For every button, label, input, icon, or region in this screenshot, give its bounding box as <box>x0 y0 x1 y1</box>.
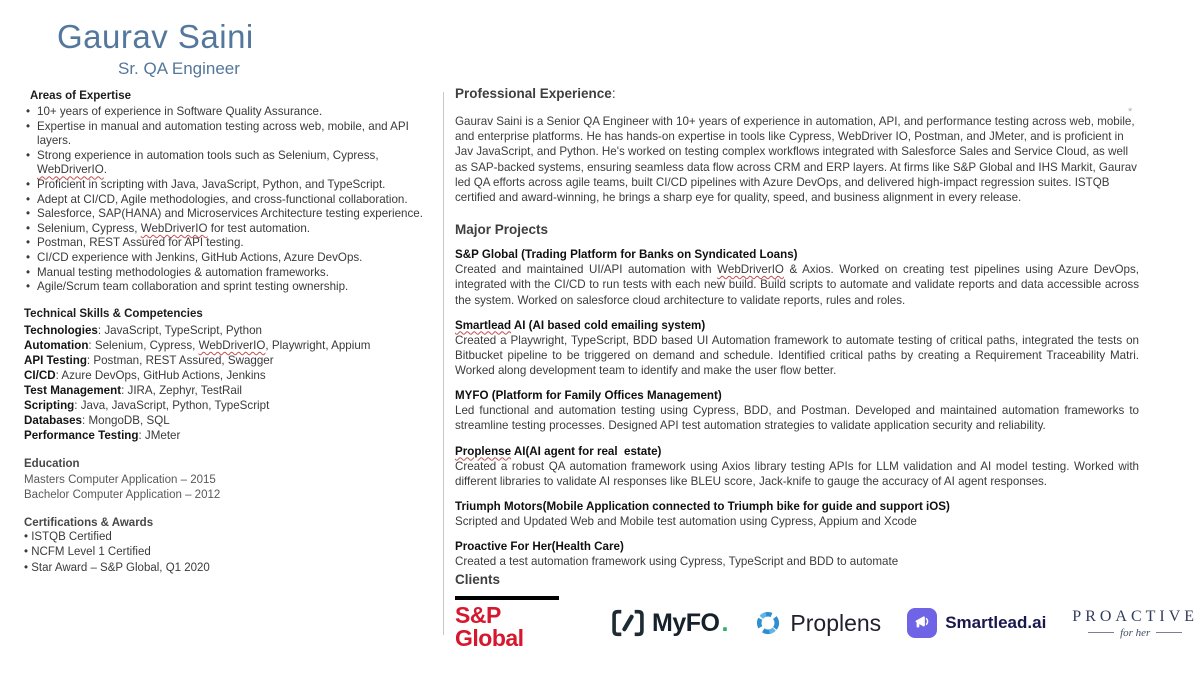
skill-row <box>24 338 436 353</box>
skill-separator: : <box>74 399 81 413</box>
expertise-text: Postman, REST Assured for API testing. <box>37 236 244 250</box>
expertise-item <box>24 266 436 281</box>
project-description <box>455 262 1139 308</box>
project-title-text: AI(AI agent for real estate) <box>511 444 662 458</box>
expertise-item <box>24 251 436 266</box>
myfo-wordmark: MyFO <box>652 608 720 637</box>
project-proactive <box>455 540 1139 569</box>
skill-row <box>24 413 436 428</box>
expertise-item <box>24 149 436 178</box>
expertise-item <box>24 120 436 149</box>
experience-heading-text: Professional Experience <box>455 86 612 101</box>
left-column <box>24 90 436 576</box>
expertise-text: Agile/Scrum team collaboration and sprint testing ownership. <box>37 280 349 294</box>
skill-value: MongoDB, SQL <box>88 414 170 428</box>
project-description: Scripted and Updated Web and Mobile test automation using Cypress, Appium and Xcode <box>455 515 917 528</box>
proactive-logo <box>1072 608 1198 639</box>
expertise-item <box>24 193 436 208</box>
project-title: MYFO (Platform for Family Offices Management) <box>455 389 722 403</box>
skill-separator: : <box>138 429 145 443</box>
smartlead-wordmark: Smartlead.ai <box>945 613 1047 632</box>
expertise-text: for test automation. <box>207 221 311 235</box>
certification-item: • NCFM Level 1 Certified <box>24 545 436 560</box>
expertise-text: . <box>103 163 108 177</box>
right-column <box>455 86 1139 569</box>
section-clients <box>455 572 1199 651</box>
skill-separator: : <box>82 414 89 428</box>
expertise-heading: Areas of Expertise <box>30 90 131 102</box>
project-title <box>455 319 1139 332</box>
skill-label: Automation <box>24 338 89 352</box>
proplens-wordmark: Proplens <box>790 609 882 636</box>
candidate-title: Sr. QA Engineer <box>118 59 240 78</box>
project-text: & Axios. Worked on creating test pipelines using Azure DevOps, integrated with the CI/CD to run tests with each new build. Build scripts to automate and validate reports and data accessible across the system. Worked on salesforce cloud architecture to validate reports, rules and roles. <box>455 263 1139 307</box>
skill-value: , Playwright, Appium <box>265 338 371 352</box>
section-technical-skills <box>24 308 436 444</box>
skill-separator: : <box>55 368 62 382</box>
spellcheck-word: WebDriverIO <box>37 163 104 177</box>
project-description: Created a robust QA automation framework using Axios library testing APIs for LLM validation and AI model testing. Worked with different libraries to validate AI responses like BLEU score, Jack-knife to gauge the accuracy of AI agent responses. <box>455 459 1139 488</box>
experience-heading-colon: : <box>611 86 616 101</box>
project-title: Proactive For Her(Health Care) <box>455 540 624 554</box>
project-title: Triumph Motors(Mobile Application connected to Triumph bike for guide and support iOS) <box>455 500 950 513</box>
proactive-tagline-text: for her <box>1120 626 1151 639</box>
spellcheck-word: Smartlead <box>455 318 512 332</box>
expertise-item <box>24 236 436 251</box>
expertise-text: Salesforce, SAP(HANA) and Microservices Architecture testing experience. <box>37 207 423 221</box>
expertise-text: CI/CD experience with Jenkins, GitHub Actions, Azure DevOps. <box>37 250 363 264</box>
skill-row <box>24 368 436 383</box>
candidate-name: Gaurav Saini <box>57 18 254 55</box>
experience-summary: Gaurav Saini is a Senior QA Engineer with 10+ years of experience in automation, API, and performance testing across web, mobile, and enterprise platforms. He has hands-on expertise in tools like Cypress, WebDriver IO, Postman, and JMeter, and is proficient in Jav JavaScript, and Python. He's worked on testing complex workflows integrated with Salesforce Sales and Service Cloud, as well as SAP-backed systems, ensuring seamless data flow across CRM and ERP layers. At firms like S&P Global and IHS Markit, Gaurav led QA efforts across agile teams, built CI/CD pipelines with Azure DevOps, and delivered high-impact regression suites. ISTQB certified and award-winning, he brings a sharp eye for quality, speed, and business alignment in every release. <box>455 115 1137 204</box>
clients-heading: Clients <box>455 572 501 587</box>
sp-global-wordmark: S&P Global <box>455 602 524 651</box>
expertise-item <box>24 105 436 120</box>
skill-separator: : <box>97 323 105 337</box>
skill-row <box>24 428 436 443</box>
project-myfo <box>455 389 1139 433</box>
project-sp-global <box>455 248 1139 308</box>
skill-value: JMeter <box>144 429 181 443</box>
skill-separator: : <box>86 353 94 367</box>
expertise-item <box>24 178 436 193</box>
spellcheck-word: WebDriverIO <box>198 338 266 352</box>
sp-global-logo <box>455 596 559 650</box>
skill-separator: : <box>88 338 95 352</box>
skill-value: Selenium, Cypress, <box>94 338 199 352</box>
project-description: Led functional and automation testing using Cypress, BDD, and Postman. Developed and maintained automation frameworks to streamline testing processes. Designed API test automation strategies to validate application security and reliability. <box>455 404 1139 433</box>
skill-label: Performance Testing <box>24 429 139 443</box>
smartlead-logo <box>907 608 1046 638</box>
certification-item: • ISTQB Certified <box>24 530 436 545</box>
section-certifications <box>24 517 436 576</box>
project-triumph <box>455 500 1139 529</box>
skill-row <box>24 383 436 398</box>
skill-label: Scripting <box>24 399 75 413</box>
education-heading: Education <box>24 458 80 471</box>
skill-value: Postman, REST Assured, Swagger <box>93 353 274 367</box>
client-logo-row <box>455 596 1199 651</box>
skill-row <box>24 398 436 413</box>
education-item: Masters Computer Application – 2015 <box>24 474 216 487</box>
project-title <box>455 445 1139 458</box>
skill-label: API Testing <box>24 353 87 367</box>
skill-value: Azure DevOps, GitHub Actions, Jenkins <box>61 368 266 382</box>
project-title-text: AI (AI based cold emailing system) <box>511 318 706 332</box>
project-text: Created and maintained UI/API automation with <box>455 263 718 277</box>
expertise-item <box>24 222 436 237</box>
expertise-list <box>24 105 436 295</box>
skill-label: Databases <box>24 414 83 428</box>
sp-global-bar <box>455 596 559 600</box>
stray-mark: * <box>1128 106 1133 118</box>
smartlead-megaphone-icon <box>907 608 937 638</box>
section-education <box>24 458 436 503</box>
proactive-dash-left <box>1088 632 1114 633</box>
project-smartlead <box>455 319 1139 379</box>
skill-label: CI/CD <box>24 368 56 382</box>
skill-label: Test Management <box>24 383 122 397</box>
proplens-aperture-icon <box>754 609 782 637</box>
expertise-text: Selenium, Cypress, <box>37 221 141 235</box>
certification-item: • Star Award – S&P Global, Q1 2020 <box>24 561 436 576</box>
project-proplense <box>455 445 1139 489</box>
expertise-item <box>24 207 436 222</box>
skill-row <box>24 323 436 338</box>
myfo-logo <box>611 609 728 638</box>
expertise-text: Proficient in scripting with Java, JavaScript, Python, and TypeScript. <box>37 177 386 191</box>
skill-value: JavaScript, TypeScript, Python <box>104 323 262 337</box>
experience-heading <box>455 86 1139 101</box>
section-areas-of-expertise <box>24 90 436 295</box>
spellcheck-word: Proplense <box>455 444 512 458</box>
myfo-green-dot: . <box>721 608 729 637</box>
expertise-text: Expertise in manual and automation testing across web, mobile, and API layers. <box>37 119 409 148</box>
expertise-text: 10+ years of experience in Software Quality Assurance. <box>37 105 323 118</box>
education-item: Bachelor Computer Application – 2012 <box>24 489 221 502</box>
proplens-logo <box>754 609 881 637</box>
skill-separator: : <box>121 383 128 397</box>
skill-row <box>24 353 436 368</box>
skill-value: Java, JavaScript, Python, TypeScript <box>80 399 270 413</box>
expertise-text: Strong experience in automation tools such as Selenium, Cypress, <box>37 148 379 162</box>
project-title: S&P Global (Trading Platform for Banks on Syndicated Loans) <box>455 248 798 262</box>
spellcheck-word: WebDriverIO <box>140 221 208 235</box>
expertise-text: Manual testing methodologies & automation frameworks. <box>37 265 329 279</box>
skill-label: Technologies <box>24 323 98 337</box>
spellcheck-word: WebDriverIO <box>717 263 784 277</box>
proactive-dash-right <box>1156 632 1182 633</box>
project-description: Created a test automation framework using Cypress, TypeScript and BDD to automate <box>455 555 899 569</box>
proactive-wordmark: PROACTIVE <box>1072 607 1199 625</box>
column-divider <box>443 92 444 635</box>
projects-heading: Major Projects <box>455 222 549 238</box>
project-description: Created a Playwright, TypeScript, BDD based UI Automation framework to automate testing of critical paths, integrated the tests on Bitbucket pipeline to be triggered on demand and schedule. Identified critical paths by creating a Requirement Traceability Matri. Worked along development team to identify and make the user flow better. <box>455 333 1139 378</box>
expertise-item <box>24 280 436 295</box>
expertise-text: Adept at CI/CD, Agile methodologies, and cross-functional collaboration. <box>37 192 408 206</box>
certifications-heading: Certifications & Awards <box>24 517 154 530</box>
myfo-brackets-icon <box>611 609 645 637</box>
skill-value: JIRA, Zephyr, TestRail <box>127 383 243 397</box>
proactive-tagline <box>1072 627 1198 639</box>
skills-heading: Technical Skills & Competencies <box>24 307 203 320</box>
